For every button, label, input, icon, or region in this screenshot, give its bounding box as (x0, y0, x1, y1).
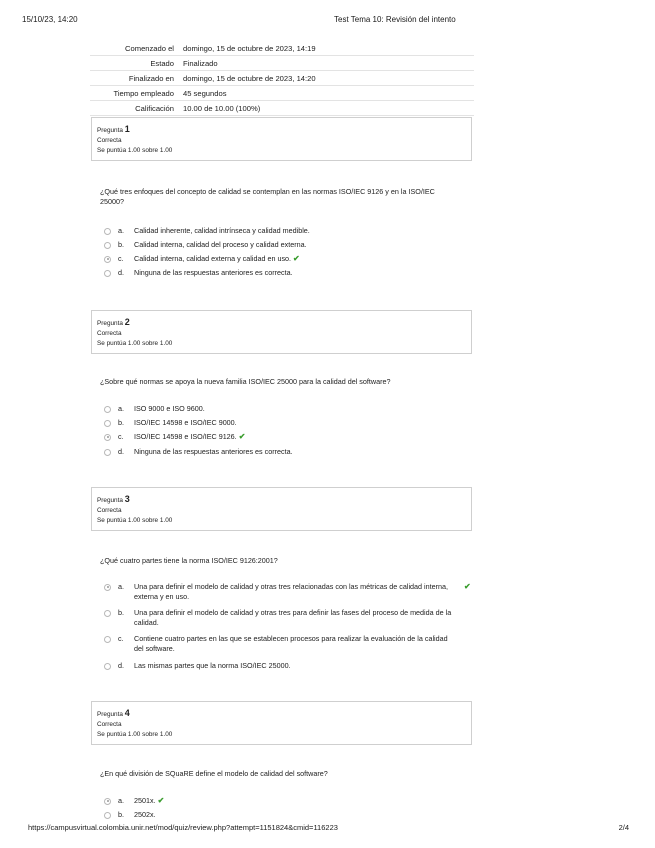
answer-letter: b. (118, 810, 124, 819)
answer-text: Calidad inherente, calidad intrínseca y calidad medible. (134, 226, 310, 235)
answer-letter: d. (118, 661, 124, 670)
answer-text: ISO/IEC 14598 e ISO/IEC 9000. (134, 418, 237, 427)
radio-icon[interactable] (104, 798, 111, 805)
question-number (97, 317, 471, 329)
answer-letter: d. (118, 268, 124, 277)
question-number-value: 4 (124, 708, 130, 718)
check-icon: ✔ (464, 582, 471, 591)
answer-text: Calidad interna, calidad del proceso y calidad externa. (134, 240, 307, 249)
answer-letter: c. (118, 634, 124, 643)
radio-icon[interactable] (104, 610, 111, 617)
summary-label: Finalizado en (128, 73, 174, 83)
answer-option[interactable] (104, 432, 476, 442)
question-text-2: ¿Sobre qué normas se apoya la nueva familia ISO/IEC 25000 para la calidad del software? (100, 377, 391, 386)
question-status: Correcta (97, 721, 122, 728)
summary-label: Estado (150, 58, 174, 68)
answer-text: Ninguna de las respuestas anteriores es correcta. (134, 268, 293, 277)
answer-option[interactable] (104, 418, 476, 428)
question-score: Se puntúa 1.00 sobre 1.00 (97, 340, 173, 347)
check-icon: ✔ (238, 432, 246, 441)
answer-text: Calidad interna, calidad externa y calidad en uso. (134, 254, 292, 263)
question-text-1: ¿Qué tres enfoques del concepto de calidad se contemplan en las normas ISO/IEC 9126 y en la ISO/IEC 25000? (100, 187, 435, 206)
question-prefix: Pregunta (97, 711, 123, 718)
summary-row (90, 86, 474, 101)
print-title: Test Tema 10: Revisión del intento (334, 15, 456, 24)
summary-value: domingo, 15 de octubre de 2023, 14:20 (183, 73, 316, 83)
question-info-2 (91, 310, 472, 354)
question-info-1 (91, 117, 472, 161)
summary-row (90, 41, 474, 56)
summary-value: 10.00 de 10.00 (100%) (183, 103, 261, 113)
answer-text: Ninguna de las respuestas anteriores es correcta. (134, 447, 293, 456)
answer-text: Una para definir el modelo de calidad y otras tres relacionadas con las métricas de calidad interna, externa y en uso. (134, 582, 449, 601)
answer-option[interactable] (104, 810, 476, 820)
question-number-value: 1 (124, 124, 130, 134)
summary-row (90, 71, 474, 86)
question-number-value: 3 (124, 494, 130, 504)
check-icon: ✔ (293, 254, 300, 263)
radio-icon[interactable] (104, 636, 111, 643)
question-status: Correcta (97, 137, 122, 144)
radio-icon[interactable] (104, 812, 111, 819)
answer-letter: c. (118, 254, 124, 263)
summary-value: 45 segundos (183, 88, 227, 98)
answer-letter: b. (118, 418, 124, 427)
answer-text: Las mismas partes que la norma ISO/IEC 25000. (134, 661, 291, 670)
answer-letter: a. (118, 226, 124, 235)
question-score: Se puntúa 1.00 sobre 1.00 (97, 731, 173, 738)
summary-row (90, 101, 474, 116)
answer-letter: b. (118, 240, 124, 249)
page-number: 2/4 (618, 823, 629, 832)
answer-text: Contiene cuatro partes en las que se establecen procesos para realizar la evaluación de la calidad del software. (134, 634, 448, 653)
answer-letter: a. (118, 796, 124, 805)
print-date: 15/10/23, 14:20 (22, 15, 78, 24)
summary-label: Comenzado el (125, 43, 174, 53)
answer-option[interactable] (104, 226, 476, 236)
question-info-3 (91, 487, 472, 531)
answer-option[interactable] (104, 240, 476, 250)
summary-label: Tiempo empleado (113, 88, 174, 98)
question-text-4: ¿En qué división de SQuaRE define el modelo de calidad del software? (100, 769, 328, 778)
answer-option[interactable] (104, 634, 476, 654)
question-status: Correcta (97, 507, 122, 514)
answer-option[interactable] (104, 608, 476, 628)
answer-text: 2501x. (134, 796, 156, 805)
answer-text: ISO/IEC 14598 e ISO/IEC 9126. (134, 432, 237, 441)
question-score: Se puntúa 1.00 sobre 1.00 (97, 147, 173, 154)
answer-option[interactable] (104, 582, 476, 602)
answer-option[interactable] (104, 268, 476, 278)
answer-letter: c. (118, 432, 124, 441)
answer-letter: b. (118, 608, 124, 617)
print-url: https://campusvirtual.colombia.unir.net/mod/quiz/review.php?attempt=1151824&cmid=116223 (28, 823, 338, 832)
question-number (97, 124, 471, 136)
answer-letter: a. (118, 582, 124, 591)
answer-letter: a. (118, 404, 124, 413)
question-prefix: Pregunta (97, 320, 123, 327)
question-text-3: ¿Qué cuatro partes tiene la norma ISO/IEC 9126:2001? (100, 556, 278, 565)
question-status: Correcta (97, 330, 122, 337)
radio-icon[interactable] (104, 434, 111, 441)
answer-option[interactable] (104, 254, 476, 264)
answer-letter: d. (118, 447, 124, 456)
radio-icon[interactable] (104, 270, 111, 277)
question-prefix: Pregunta (97, 497, 123, 504)
radio-icon[interactable] (104, 663, 111, 670)
radio-icon[interactable] (104, 449, 111, 456)
summary-value: Finalizado (183, 58, 218, 68)
answer-option[interactable] (104, 447, 476, 457)
answer-text: Una para definir el modelo de calidad y otras tres para definir las fases del proceso de medida de la calidad. (134, 608, 452, 627)
attempt-summary-table (90, 41, 474, 116)
summary-row (90, 56, 474, 71)
answer-text: 2502x. (134, 810, 156, 819)
radio-icon[interactable] (104, 584, 111, 591)
question-number (97, 494, 471, 506)
answer-option[interactable] (104, 796, 476, 806)
summary-value: domingo, 15 de octubre de 2023, 14:19 (183, 43, 316, 53)
question-info-4 (91, 701, 472, 745)
radio-icon[interactable] (104, 406, 111, 413)
answer-option[interactable] (104, 661, 476, 671)
summary-label: Calificación (135, 103, 174, 113)
check-icon: ✔ (157, 796, 165, 805)
radio-icon[interactable] (104, 228, 111, 235)
answer-text: ISO 9000 e ISO 9600. (134, 404, 205, 413)
question-prefix: Pregunta (97, 127, 123, 134)
radio-icon[interactable] (104, 242, 111, 249)
radio-icon[interactable] (104, 256, 111, 263)
question-score: Se puntúa 1.00 sobre 1.00 (97, 517, 173, 524)
question-number-value: 2 (124, 317, 130, 327)
radio-icon[interactable] (104, 420, 111, 427)
question-number (97, 708, 471, 720)
answer-option[interactable] (104, 404, 476, 414)
print-header (22, 15, 633, 27)
